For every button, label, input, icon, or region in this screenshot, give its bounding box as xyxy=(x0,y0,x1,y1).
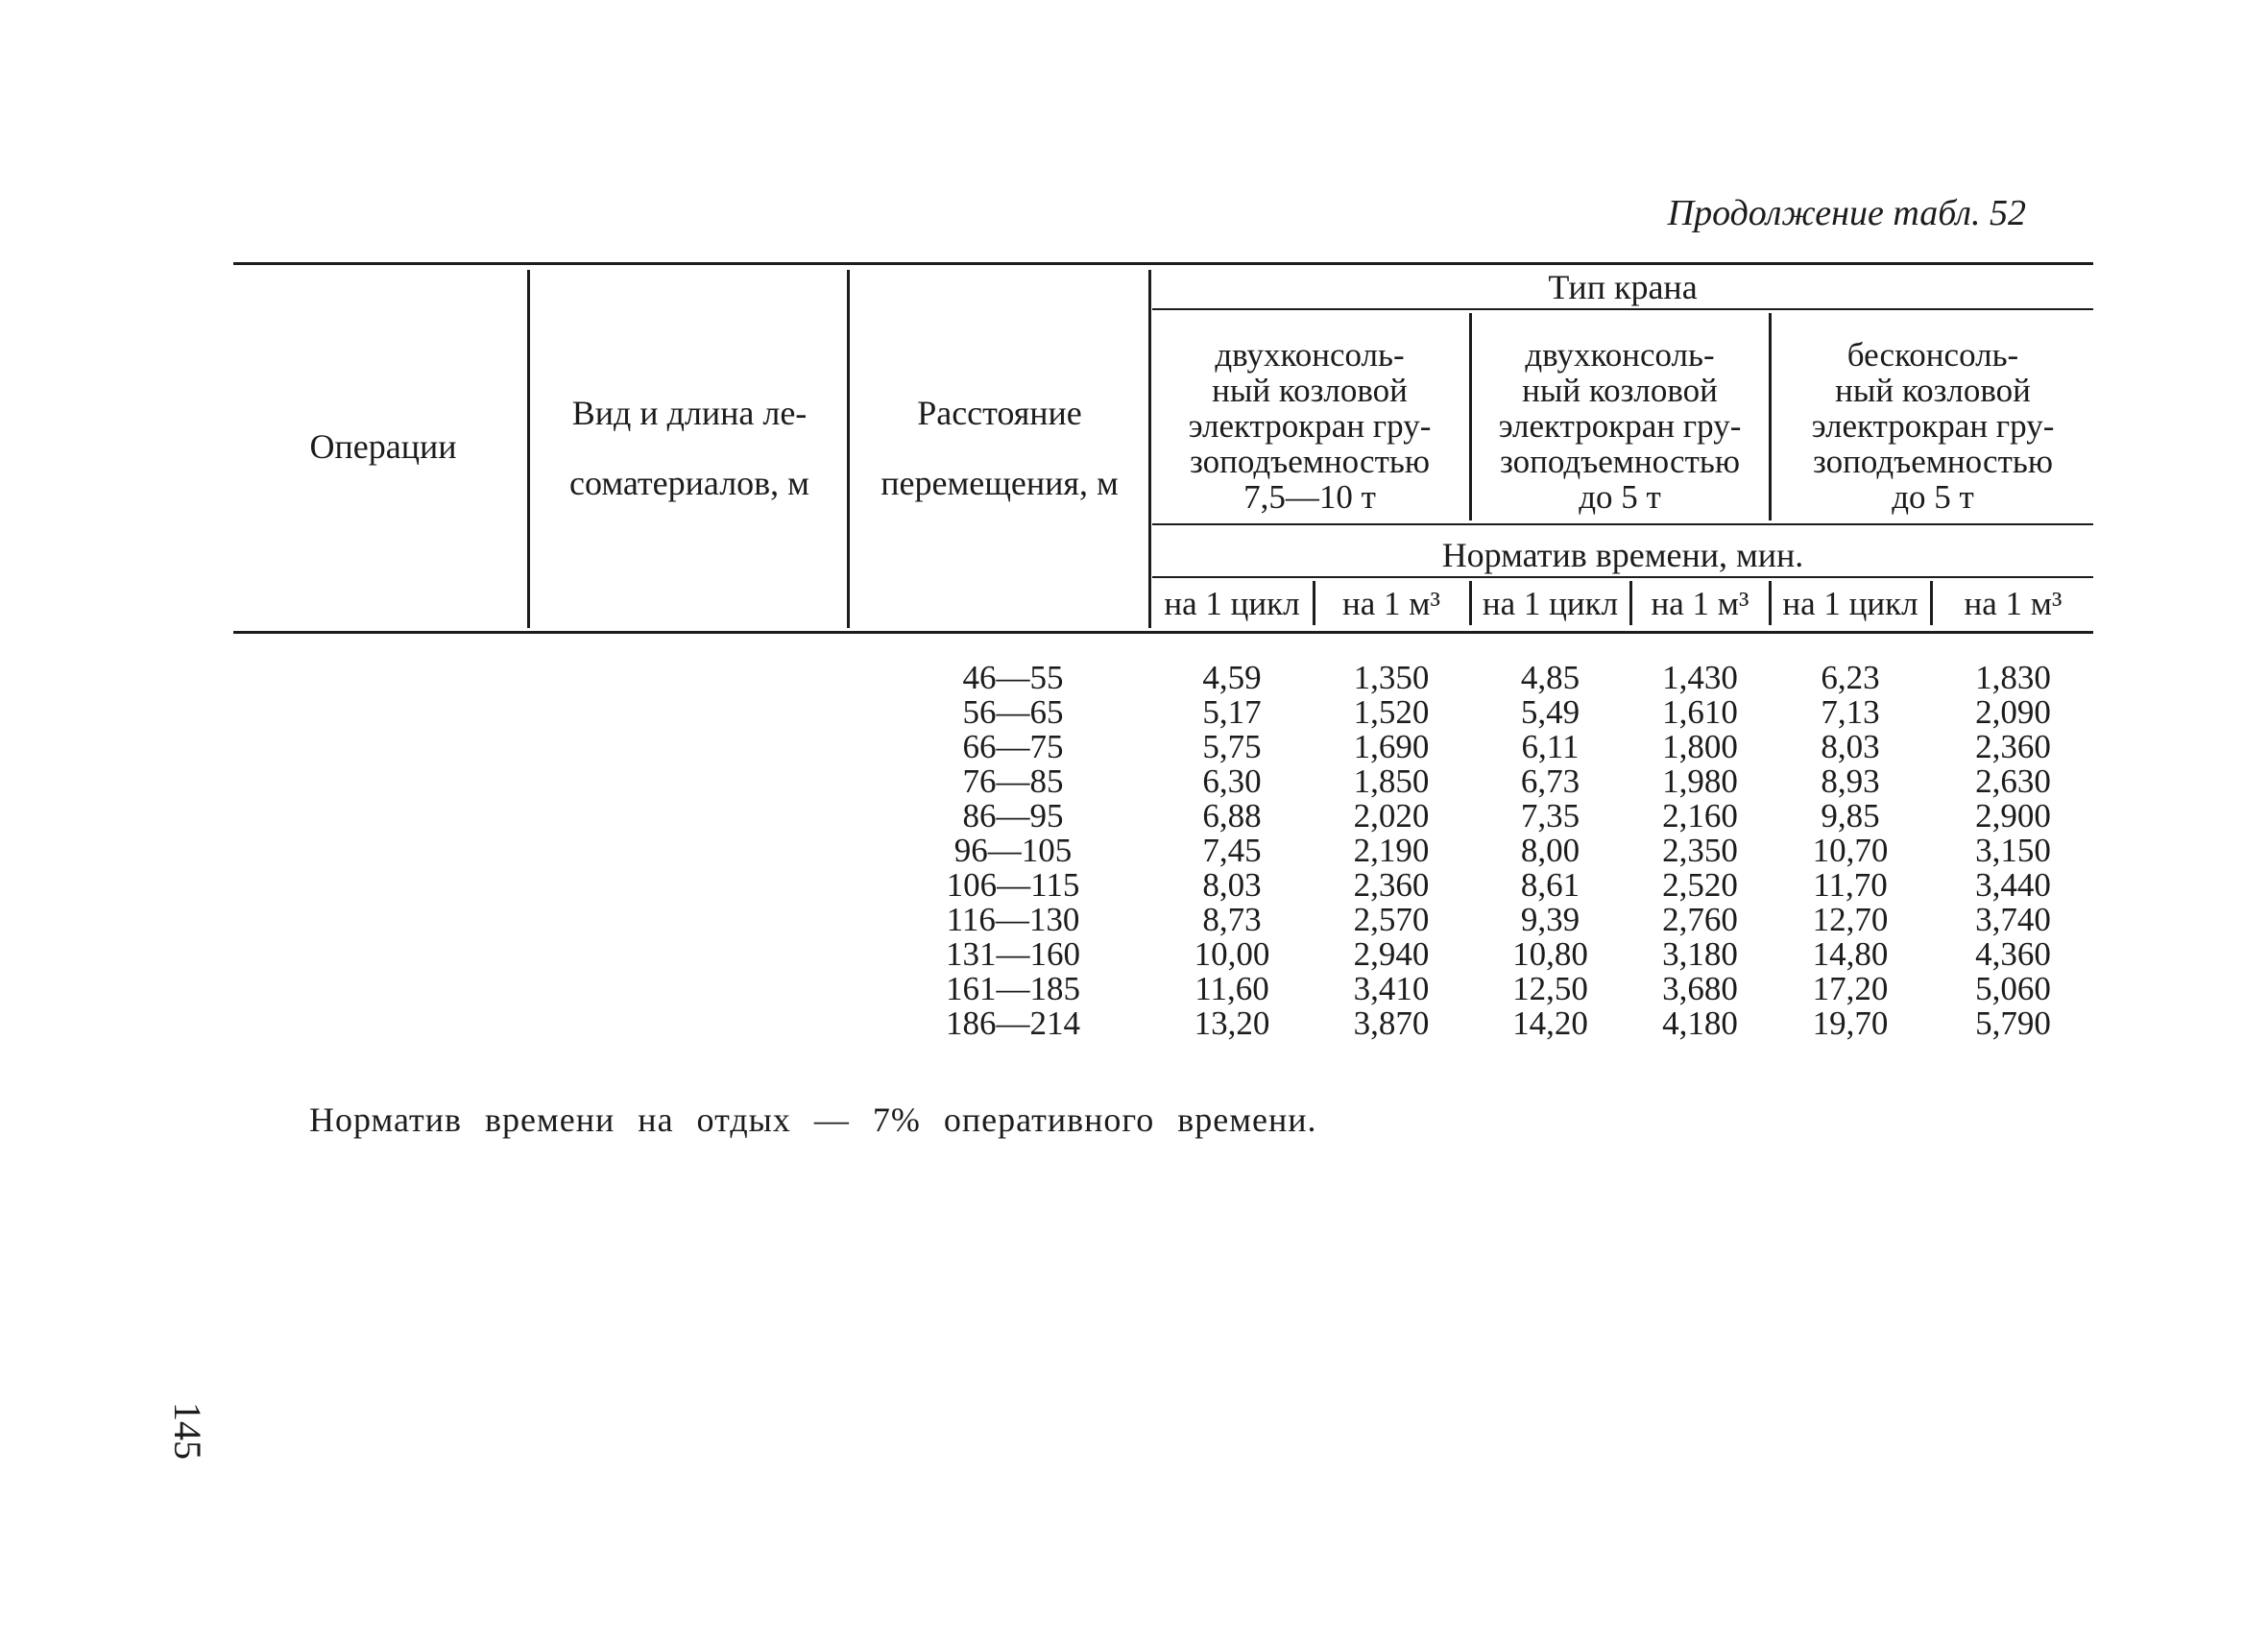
table-cell: 5,060 xyxy=(1975,970,2051,1007)
table-cell: 10,80 xyxy=(1512,935,1588,973)
header-crane-type: Тип крана xyxy=(1548,268,1698,306)
table-cell: 2,360 xyxy=(1975,728,2051,765)
table-cell: 9,39 xyxy=(1520,901,1580,938)
header-bottom-rule xyxy=(233,631,2093,634)
table-cell: 4,59 xyxy=(1202,659,1262,696)
table-cell: 5,49 xyxy=(1520,693,1580,731)
crane-2-line: ный козловой xyxy=(1522,372,1718,409)
subheader-per-cycle: на 1 цикл xyxy=(1482,585,1619,622)
crane-2-line: двухконсоль- xyxy=(1525,336,1715,374)
table-cell: 6,23 xyxy=(1821,659,1880,696)
distance-cell: 116—130 xyxy=(946,901,1080,938)
table-cell: 7,35 xyxy=(1520,797,1580,835)
table-cell: 1,800 xyxy=(1662,728,1738,765)
crane-desc-rule xyxy=(1152,523,2093,525)
distance-cell: 86—95 xyxy=(962,797,1064,835)
table-cell: 1,610 xyxy=(1662,693,1738,731)
table-row xyxy=(0,868,2268,903)
table-cell: 19,70 xyxy=(1812,1004,1889,1042)
table-cell: 3,740 xyxy=(1975,901,2051,938)
column-divider xyxy=(1148,270,1151,628)
table-cell: 6,73 xyxy=(1520,762,1580,800)
crane-3-line: до 5 т xyxy=(1892,478,1974,516)
crane-divider xyxy=(1469,313,1472,520)
distance-cell: 96—105 xyxy=(953,832,1073,869)
table-cell: 2,360 xyxy=(1353,866,1430,904)
table-cell: 5,17 xyxy=(1202,693,1262,731)
table-row xyxy=(0,695,2268,730)
crane-2-line: до 5 т xyxy=(1579,478,1661,516)
table-cell: 17,20 xyxy=(1812,970,1889,1007)
table-cell: 2,940 xyxy=(1353,935,1430,973)
crane-2-line: электрокран гру- xyxy=(1498,407,1742,445)
header-distance-line2: перемещения, м xyxy=(881,464,1119,502)
table-top-rule xyxy=(233,262,2093,265)
table-cell: 4,85 xyxy=(1520,659,1580,696)
table-row xyxy=(0,937,2268,972)
table-cell: 7,45 xyxy=(1202,832,1262,869)
table-row xyxy=(0,764,2268,799)
distance-cell: 186—214 xyxy=(946,1004,1080,1042)
header-time-norm: Норматив времени, мин. xyxy=(1441,536,1804,574)
crane-2-description xyxy=(1473,337,1767,515)
distance-cell: 106—115 xyxy=(946,866,1080,904)
table-cell: 8,93 xyxy=(1821,762,1880,800)
table-cell: 8,03 xyxy=(1202,866,1262,904)
table-cell: 2,520 xyxy=(1662,866,1738,904)
time-norm-rule xyxy=(1152,576,2093,578)
subheader-per-m3: на 1 м³ xyxy=(1651,585,1749,622)
table-cell: 8,00 xyxy=(1520,832,1580,869)
table-row xyxy=(0,834,2268,868)
table-cell: 13,20 xyxy=(1194,1004,1270,1042)
table-cell: 4,360 xyxy=(1975,935,2051,973)
table-cell: 2,570 xyxy=(1353,901,1430,938)
table-cell: 1,690 xyxy=(1353,728,1430,765)
crane-1-line: электрокран гру- xyxy=(1188,407,1432,445)
crane-3-description xyxy=(1773,337,2093,515)
table-cell: 2,020 xyxy=(1353,797,1430,835)
table-caption: Продолжение табл. 52 xyxy=(1667,193,2026,233)
table-cell: 6,88 xyxy=(1202,797,1262,835)
table-row xyxy=(0,730,2268,764)
table-cell: 11,60 xyxy=(1194,970,1269,1007)
table-cell: 14,20 xyxy=(1512,1004,1588,1042)
crane-1-description xyxy=(1152,337,1467,515)
table-cell: 1,430 xyxy=(1662,659,1738,696)
table-cell: 3,410 xyxy=(1353,970,1430,1007)
table-cell: 3,180 xyxy=(1662,935,1738,973)
footer-note: Норматив времени на отдых — 7% оперативного времени. xyxy=(309,1101,1317,1139)
distance-cell: 56—65 xyxy=(962,693,1064,731)
table-cell: 1,830 xyxy=(1975,659,2051,696)
subheader-per-cycle: на 1 цикл xyxy=(1164,585,1300,622)
header-operations: Операции xyxy=(309,427,457,466)
table-row xyxy=(0,799,2268,834)
table-cell: 1,850 xyxy=(1353,762,1430,800)
table-cell: 10,70 xyxy=(1812,832,1889,869)
crane-2-line: зоподъемностью xyxy=(1500,443,1740,480)
table-cell: 6,30 xyxy=(1202,762,1262,800)
crane-3-line: ный козловой xyxy=(1835,372,2031,409)
table-cell: 8,73 xyxy=(1202,901,1262,938)
table-cell: 2,900 xyxy=(1975,797,2051,835)
page-number: 145 xyxy=(166,1402,209,1460)
subheader-per-cycle: на 1 цикл xyxy=(1782,585,1918,622)
table-cell: 1,350 xyxy=(1353,659,1430,696)
crane-1-line: ный козловой xyxy=(1212,372,1408,409)
table-cell: 1,520 xyxy=(1353,693,1430,731)
crane-3-line: бесконсоль- xyxy=(1846,336,2019,374)
table-row xyxy=(0,972,2268,1006)
crane-3-line: зоподъемностью xyxy=(1813,443,2053,480)
distance-cell: 66—75 xyxy=(962,728,1064,765)
table-cell: 14,80 xyxy=(1812,935,1889,973)
table-row xyxy=(0,903,2268,937)
column-divider xyxy=(847,270,850,628)
table-row xyxy=(0,661,2268,695)
table-cell: 3,150 xyxy=(1975,832,2051,869)
crane-1-line: двухконсоль- xyxy=(1215,336,1405,374)
table-cell: 2,350 xyxy=(1662,832,1738,869)
subheader-per-m3: на 1 м³ xyxy=(1964,585,2063,622)
table-cell: 2,630 xyxy=(1975,762,2051,800)
table-cell: 5,790 xyxy=(1975,1004,2051,1042)
table-cell: 3,440 xyxy=(1975,866,2051,904)
table-cell: 4,180 xyxy=(1662,1004,1738,1042)
table-cell: 2,760 xyxy=(1662,901,1738,938)
subheader-per-m3: на 1 м³ xyxy=(1342,585,1440,622)
distance-cell: 161—185 xyxy=(946,970,1080,1007)
distance-cell: 131—160 xyxy=(946,935,1080,973)
table-cell: 2,160 xyxy=(1662,797,1738,835)
distance-cell: 46—55 xyxy=(962,659,1064,696)
table-cell: 10,00 xyxy=(1194,935,1270,973)
table-cell: 6,11 xyxy=(1521,728,1580,765)
table-cell: 9,85 xyxy=(1821,797,1880,835)
header-material-line1: Вид и длина ле- xyxy=(571,394,808,432)
table-cell: 3,870 xyxy=(1353,1004,1430,1042)
table-cell: 3,680 xyxy=(1662,970,1738,1007)
crane-divider xyxy=(1769,313,1772,520)
table-cell: 8,61 xyxy=(1520,866,1580,904)
crane-3-line: электрокран гру- xyxy=(1811,407,2055,445)
distance-cell: 76—85 xyxy=(962,762,1064,800)
table-cell: 8,03 xyxy=(1821,728,1880,765)
table-cell: 2,190 xyxy=(1353,832,1430,869)
table-cell: 2,090 xyxy=(1975,693,2051,731)
header-material-line2: соматериалов, м xyxy=(569,464,809,502)
crane-1-line: 7,5—10 т xyxy=(1243,478,1376,516)
table-cell: 7,13 xyxy=(1821,693,1880,731)
table-cell: 12,70 xyxy=(1812,901,1889,938)
header-distance-line1: Расстояние xyxy=(917,394,1082,432)
table-cell: 5,75 xyxy=(1202,728,1262,765)
table-cell: 1,980 xyxy=(1662,762,1738,800)
crane-type-rule xyxy=(1152,308,2093,310)
column-divider xyxy=(527,270,530,628)
table-row xyxy=(0,1006,2268,1041)
table-cell: 11,70 xyxy=(1813,866,1888,904)
table-cell: 12,50 xyxy=(1512,970,1588,1007)
crane-1-line: зоподъемностью xyxy=(1190,443,1430,480)
